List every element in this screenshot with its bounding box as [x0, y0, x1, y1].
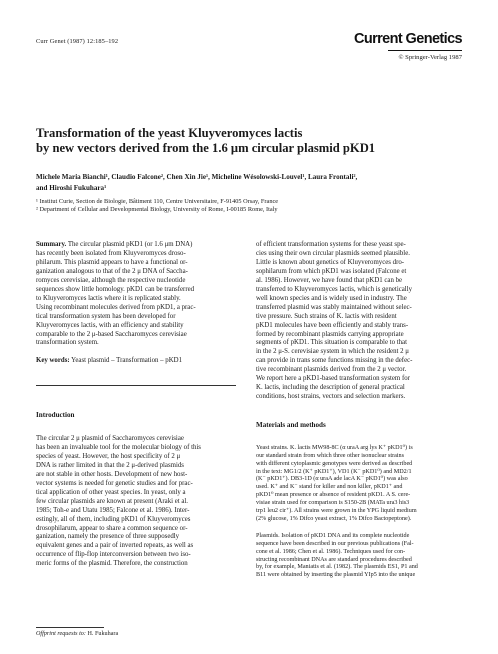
summary-line: comparable to the 2 μ-based Saccharomyces cerevisiae [36, 330, 187, 338]
introduction-section [36, 435, 236, 569]
summary-line: Summary. The circular plasmid pKD1 (or 1.6 μm DNA) [36, 241, 193, 248]
methods-line: Plasmids. Isolation of pKD1 DNA and its complete nucleotide [256, 533, 410, 539]
methods-line: our standard strain from which three other isonuclear strains [256, 452, 405, 459]
keywords-label: Key words: [36, 357, 70, 364]
footnote-divider [36, 627, 104, 628]
offprint-note [36, 631, 118, 639]
author-list [36, 172, 466, 194]
introduction-heading: Introduction [36, 411, 75, 419]
summary-line: tical transformation system has been developed for [36, 312, 176, 320]
intro-line: tical application of other yeast species. In yeast, only a [36, 488, 186, 496]
intro-line: are not stable in other hosts. Development of new host- [36, 470, 188, 478]
materials-heading: Materials and methods [256, 421, 326, 429]
affiliations [36, 198, 466, 215]
intro-line: ganization, namely the presence of three supposedly [36, 533, 180, 541]
logo-divider [388, 50, 462, 51]
intro-line: occurrence of flip-flop interconversion between two iso- [36, 551, 191, 559]
summary-line: transformation system. [36, 339, 99, 347]
intro-line: conditions, host strains, vectors and selection markers. [256, 393, 406, 401]
journal-citation: Curr Genet (1987) 12:185–192 [36, 38, 119, 45]
intro-line: formed by recombinant plasmids carrying appropriate [256, 330, 404, 338]
intro-line: can provide in trans some functions missing in the defec- [256, 357, 413, 365]
intro-line: vector systems is needed for genetic studies and for prac- [36, 479, 193, 487]
offprint-label: Offprint requests to: [36, 631, 86, 637]
intro-line: tive recombinant plasmids derived from the 2 μ vector. [256, 366, 407, 374]
intro-line: DNA is rather limited in that the 2 μ-derived plasmids [36, 461, 184, 469]
intro-line: equivalent genes and a pair of inverted repeats, as well as [36, 542, 194, 550]
yeast-strains-paragraph [256, 445, 464, 523]
affiliation-line: ¹ Institut Curie, Section de Biologie, Bâtiment 110, Centre Universitaire, F-91405 Orsay, France [36, 198, 279, 205]
title-line: by new vectors derived from the 1.6 μm circular plasmid pKD1 [36, 141, 376, 155]
intro-line: We report here a pKD1-based transformation system for [256, 375, 410, 383]
author-line: Michele Maria Bianchi¹, Claudio Falcone², Chen Xin Jie¹, Micheline Wésolowski-Louvel¹, Laura Frontali², [36, 173, 358, 181]
intro-line: sophilarum from which pKD1 was isolated (Falcone et [256, 267, 407, 275]
intro-line: transferred to Kluyveromyces lactis, which is genetically [256, 285, 413, 293]
intro-continuation [256, 241, 464, 402]
summary-line: Using recombinant molecules derived from pKD1, a prac- [36, 303, 196, 311]
summary-section [36, 241, 236, 348]
methods-line: structing recombinant DNAs are standard procedures described [256, 556, 412, 563]
methods-line: Yeast strains. K. lactis MW98-8C (α uraA arg lys K⁺ pKD1⁰) is [256, 445, 413, 451]
offprint-name: H. Fukuhara [87, 631, 119, 637]
intro-line: cies using their own circular plasmids seemed plausible. [256, 249, 410, 257]
plasmids-paragraph [256, 533, 464, 580]
keywords-text: Yeast plasmid – Transformation – pKD1 [71, 357, 183, 364]
intro-line: transferred plasmid was stably maintained without selec- [256, 303, 412, 311]
intro-line: few circular plasmids are known at present (Araki et al. [36, 497, 189, 505]
intro-line: estingly, all of them, including pKD1 of Kluyveromyces [36, 515, 191, 523]
intro-line: 1985; Toh-e and Utatu 1985; Falcone et al. 1986). Inter- [36, 506, 190, 514]
methods-line: by, for example, Maniatis et al. (1982). The plasmids ES1, P1 and [256, 564, 418, 571]
intro-line: The circular 2 μ plasmid of Saccharomyces cerevisiae [36, 435, 184, 442]
methods-line: (K⁻ pKD1⁺). DB3-1D (α uraA ade lacA K⁻ pKD1⁰) was also [256, 476, 408, 483]
intro-line: segments of pKD1. This situation is comparable to that [256, 339, 407, 347]
summary-label: Summary. [36, 241, 67, 248]
summary-line: has recently been isolated from Kluyveromyces droso- [36, 249, 186, 257]
intro-line: drosophilarum, appear to share a common sequence or- [36, 524, 188, 532]
author-line: and Hiroshi Fukuhara¹ [36, 184, 107, 192]
intro-line: Little is known about genetics of Kluyveromyces dro- [256, 258, 405, 266]
intro-line: of efficient transformation systems for these yeast spe- [256, 241, 406, 248]
journal-logo: Current Genetics [353, 31, 462, 47]
summary-line: romyces cerevisiae, although the respective nucleotide [36, 276, 186, 284]
summary-line: Kluyveromyces lactis, with an efficiency and stability [36, 321, 184, 329]
summary-line: sequences show little homology. pKD1 can be transferred [36, 285, 195, 293]
publisher-copyright: © Springer-Verlag 1987 [398, 54, 462, 61]
methods-line: pKD1⁰ mean presence or absence of resident pKD1. A S. cere- [256, 492, 411, 499]
methods-line: used. K⁺ and K⁻ stand for killer and non killer, pKD1⁺ and [256, 484, 403, 491]
methods-line: cone et al. 1986; Chen et al. 1986). Techniques used for con- [256, 548, 406, 555]
intro-line: in the 2 μ-S. cerevisiae system in which the resident 2 μ [256, 348, 409, 356]
section-divider [36, 385, 236, 386]
methods-line: in the text: MG1/2 (K⁺ pKD1⁺), VD1 (K⁻ pKD1⁰) and MD2/1 [256, 468, 412, 475]
title-line: Transformation of the yeast Kluyveromyces lactis [36, 126, 303, 140]
intro-line: meric forms of the plasmid. Therefore, the construction [36, 560, 188, 568]
intro-line: al. 1986). However, we have found that pKD1 can be [256, 276, 403, 284]
summary-line: to Kluyveromyces lactis where it is replicated stably. [36, 294, 181, 302]
affiliation-line: ² Department of Cellular and Developmental Biology, University of Rome, I-00185 Rome, Italy [36, 206, 278, 214]
methods-line: visiae strain used for comparison is S150-2B (MATa ura3 his3 [256, 499, 410, 506]
methods-line: (2% glucose, 1% Difco yeast extract, 1% Difco Bactopeptone). [256, 515, 412, 522]
intro-line: K. lactis, including the description of general practical [256, 384, 405, 392]
methods-line: with different cytoplasmic genotypes were derived as described [256, 460, 413, 467]
intro-line: species of yeast. However, the host specificity of 2 μ [36, 452, 181, 460]
intro-line: well known species and is widely used in industry. The [256, 294, 407, 302]
methods-line: sequence have been described in our previous publications (Fal- [256, 540, 414, 547]
methods-line: trp1 leu2 cir⁺). All strains were grown in the YPG liquid medium [256, 507, 417, 514]
article-title [36, 126, 466, 156]
intro-line: tive pressure. Such strains of K. lactis with resident [256, 312, 397, 320]
keywords [36, 357, 236, 366]
summary-line: ganization analogous to that of the 2 μ DNA of Saccha- [36, 267, 188, 275]
methods-line: B11 were obtained by inserting the plasmid YIp5 into the unique [256, 572, 416, 579]
intro-line: has been an invaluable tool for the molecular biology of this [36, 443, 201, 451]
summary-line: philarum. This plasmid appears to have a functional or- [36, 258, 188, 266]
intro-line: pKD1 molecules have been efficiently and stably trans- [256, 321, 409, 329]
